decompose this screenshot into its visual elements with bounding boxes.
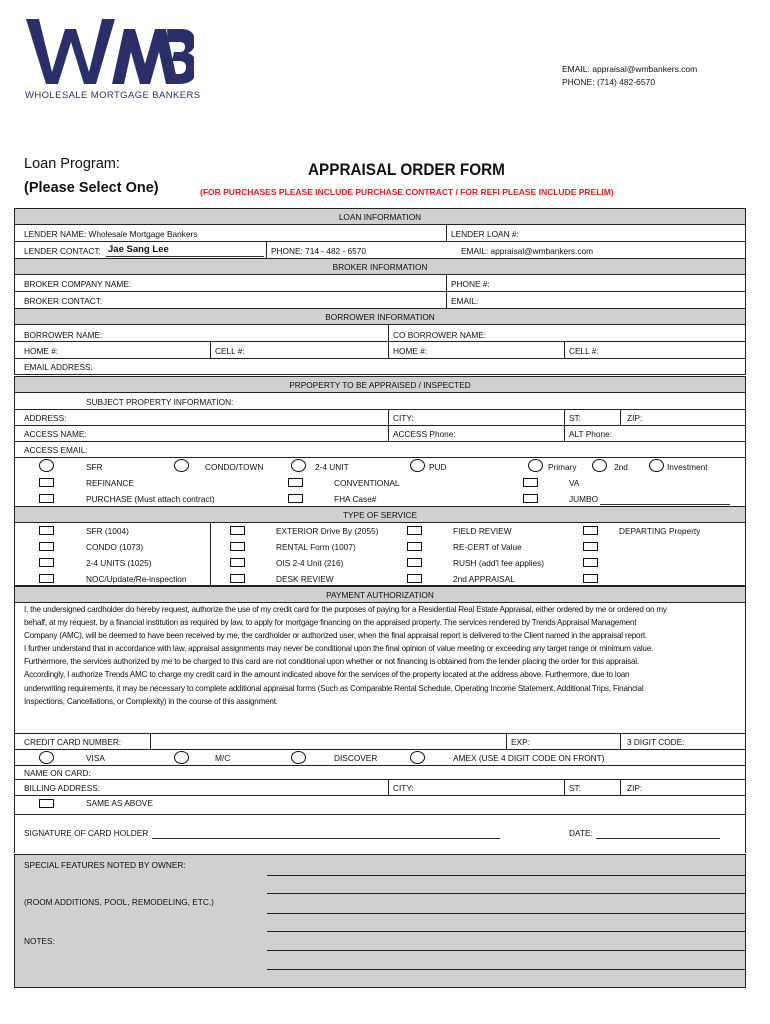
sfr-label: SFR: [86, 462, 103, 472]
billing-state[interactable]: ST:: [569, 783, 581, 793]
lender-contact-value[interactable]: Jae Sang Lee: [108, 244, 169, 255]
condo-radio[interactable]: [174, 459, 189, 472]
investment-radio[interactable]: [649, 459, 664, 472]
lender-email[interactable]: EMAIL: appraisal@wmbankers.com: [461, 246, 594, 256]
auth-line: I further understand that in accordance with law, appraisal assignments may never be conditional upon the final opinion of value meeting or exceeding any target range or minimum value.: [24, 644, 654, 654]
sfr-radio[interactable]: [39, 459, 54, 472]
service-departing-checkbox[interactable]: [583, 526, 598, 535]
property-state[interactable]: ST:: [569, 413, 581, 423]
co-borrower-name[interactable]: CO BORROWER NAME:: [393, 330, 487, 340]
access-name[interactable]: ACCESS NAME:: [24, 429, 87, 439]
service-condo-label: CONDO (1073): [86, 542, 144, 552]
borrower-email[interactable]: EMAIL ADDRESS:: [24, 362, 93, 372]
please-select-label[interactable]: (Please Select One): [24, 180, 159, 196]
jumbo-checkbox[interactable]: [523, 494, 538, 503]
loan-info-header: LOAN INFORMATION: [14, 208, 746, 225]
pud-radio[interactable]: [410, 459, 425, 472]
same-as-above-label: SAME AS ABOVE: [86, 798, 153, 808]
va-label: VA: [569, 478, 580, 488]
purchase-note: (FOR PURCHASES PLEASE INCLUDE PURCHASE CONTRACT / FOR REFI PLEASE INCLUDE PRELIM): [200, 187, 614, 197]
refinance-label: REFINANCE: [86, 478, 134, 488]
broker-phone[interactable]: PHONE #:: [451, 279, 490, 289]
card-exp[interactable]: EXP:: [511, 737, 530, 747]
conventional-label: CONVENTIONAL: [334, 478, 400, 488]
broker-info-header: BROKER INFORMATION: [14, 258, 746, 275]
signature-line[interactable]: [152, 838, 500, 839]
service-desk-review-checkbox[interactable]: [230, 574, 245, 583]
mc-label: M/C: [215, 753, 231, 763]
service-noc-checkbox[interactable]: [39, 574, 54, 583]
second-home-radio[interactable]: [592, 459, 607, 472]
notes-label: NOTES:: [24, 936, 55, 946]
va-checkbox[interactable]: [523, 478, 538, 487]
refinance-checkbox[interactable]: [39, 478, 54, 487]
co-borrower-home-phone[interactable]: HOME #:: [393, 346, 428, 356]
header-email: EMAIL: appraisal@wmbankers.com: [562, 64, 698, 74]
service-exterior-label: EXTERIOR Drive By (2055): [276, 526, 379, 536]
service-ois-checkbox[interactable]: [230, 558, 245, 567]
auth-line: Inspections, Cancellations, or Complexity) in the course of this assignment.: [24, 696, 278, 706]
special-features-label: SPECIAL FEATURES NOTED BY OWNER:: [24, 860, 186, 870]
broker-company-name[interactable]: BROKER COMPANY NAME:: [24, 279, 132, 289]
alt-phone[interactable]: ALT Phone:: [569, 429, 613, 439]
borrower-name[interactable]: BORROWER NAME:: [24, 330, 103, 340]
amex-label: AMEX (USE 4 DIGIT CODE ON FRONT): [453, 753, 605, 763]
condo-label: CONDO/TOWN: [205, 462, 264, 472]
credit-card-number[interactable]: CREDIT CARD NUMBER:: [24, 737, 122, 747]
property-header: PRPOPERTY TO BE APPRAISED / INSPECTED: [14, 376, 746, 393]
auth-line: I, the undersigned cardholder do hereby request, authorize the use of my credit card for the purposes of paying for a Residential Real Estate Appraisal, either ordered by me or ordered on my: [24, 605, 667, 614]
service-departing-label: DEPARTING Property: [619, 526, 701, 536]
service-noc-label: NOC/Update/Re-inspection: [86, 574, 187, 584]
jumbo-label: JUMBO: [569, 494, 599, 504]
wmb-logo-icon: [24, 14, 194, 89]
billing-city[interactable]: CITY:: [393, 783, 414, 793]
discover-radio[interactable]: [291, 751, 306, 764]
broker-contact[interactable]: BROKER CONTACT:: [24, 296, 103, 306]
property-city[interactable]: CITY:: [393, 413, 414, 423]
lender-phone[interactable]: PHONE: 714 - 482 - 6570: [271, 246, 367, 256]
purchase-checkbox[interactable]: [39, 494, 54, 503]
auth-line: Furthermore, the services authorized by me to be charged to this card are not conditional upon whether or not financing is obtained from the lender placing the order for this appraisal.: [24, 657, 639, 667]
features-line[interactable]: [267, 913, 746, 914]
borrower-cell-phone[interactable]: CELL #:: [215, 346, 245, 356]
date-label: DATE:: [569, 828, 593, 838]
jumbo-line[interactable]: [600, 504, 730, 505]
special-features-section: [14, 854, 746, 988]
features-line[interactable]: [267, 893, 746, 894]
borrower-home-phone[interactable]: HOME #:: [24, 346, 59, 356]
lender-name[interactable]: LENDER NAME: Wholesale Mortgage Bankers: [24, 229, 198, 239]
notes-line[interactable]: [267, 931, 746, 932]
notes-line[interactable]: [267, 969, 746, 970]
authorization-text: [24, 603, 746, 708]
fha-checkbox[interactable]: [288, 494, 303, 503]
features-line[interactable]: [267, 875, 746, 876]
purchase-label: PURCHASE (Must attach contract): [86, 494, 215, 504]
service-rental-label: RENTAL Form (1007): [276, 542, 356, 552]
company-logo: [24, 14, 201, 102]
form-title: APPRAISAL ORDER FORM: [308, 160, 505, 179]
access-phone[interactable]: ACCESS Phone:: [393, 429, 456, 439]
auth-line: behalf, at my request, by a financial institution as required by law, to apply for mortgage financing on the appraised property. The services rendered by Trends Appraisal Management: [24, 618, 637, 628]
service-recert-label: RE-CERT of Value: [453, 542, 522, 552]
lender-contact-label: LENDER CONTACT:: [24, 246, 101, 256]
payment-header: PAYMENT AUTHORIZATION: [14, 586, 746, 603]
service-24units-label: 2-4 UNITS (1025): [86, 558, 152, 568]
auth-line: Accordingly, I authorize Trends AMC to charge my credit card in the amount indicated above for the services of the property located at the address above. Furthermore, due to loan: [24, 670, 630, 680]
service-field-review-checkbox[interactable]: [407, 526, 422, 535]
mc-radio[interactable]: [174, 751, 189, 764]
header-contact: [562, 63, 697, 89]
fha-label: FHA Case#: [334, 494, 377, 504]
auth-line: underwriting requirements, it may be necessary to complete additional appraisal forms (Such as Comparable Rental Schedule, Operating Income Statement, Additional Trips, Financial: [24, 683, 644, 693]
co-borrower-cell-phone[interactable]: CELL #:: [569, 346, 599, 356]
header-phone: PHONE: (714) 482-6570: [562, 77, 656, 87]
type-of-service-header: TYPE OF SERVICE: [14, 506, 746, 523]
auth-line: Company (AMC), will be deemed to have been received by me, the cardholder or authorized user, when the final appraisal report is delivered to the Client named in the appraisal report.: [24, 631, 647, 641]
unit24-label: 2-4 UNIT: [315, 462, 349, 472]
service-rental-checkbox[interactable]: [230, 542, 245, 551]
discover-label: DISCOVER: [334, 753, 378, 763]
borrower-info-header: BORROWER INFORMATION: [14, 308, 746, 325]
service-24units-checkbox[interactable]: [39, 558, 54, 567]
name-on-card[interactable]: NAME ON CARD:: [24, 768, 91, 778]
logo-subtitle: WHOLESALE MORTGAGE BANKERS: [25, 90, 201, 101]
broker-email[interactable]: EMAIL:: [451, 296, 479, 306]
service-sfr-checkbox[interactable]: [39, 526, 54, 535]
second-home-label: 2nd: [614, 462, 628, 472]
service-sfr-label: SFR (1004): [86, 526, 129, 536]
loan-program-label: Loan Program:: [24, 156, 120, 172]
unit24-radio[interactable]: [291, 459, 306, 472]
investment-label: Investment: [667, 462, 708, 472]
service-rush-checkbox[interactable]: [407, 558, 422, 567]
subject-property-label: SUBJECT PROPERTY INFORMATION:: [86, 397, 234, 407]
service-blank1-checkbox[interactable]: [583, 542, 598, 551]
same-as-above-checkbox[interactable]: [39, 799, 54, 808]
service-exterior-checkbox[interactable]: [230, 526, 245, 535]
date-line[interactable]: [596, 838, 720, 839]
conventional-checkbox[interactable]: [288, 478, 303, 487]
billing-zip[interactable]: ZIP:: [627, 783, 643, 793]
amex-radio[interactable]: [410, 751, 425, 764]
visa-label: VISA: [86, 753, 105, 763]
lender-loan-number[interactable]: LENDER LOAN #:: [451, 229, 519, 239]
primary-radio[interactable]: [528, 459, 543, 472]
access-email[interactable]: ACCESS EMAIL:: [24, 445, 88, 455]
visa-radio[interactable]: [39, 751, 54, 764]
property-zip[interactable]: ZIP:: [627, 413, 643, 423]
card-cvv[interactable]: 3 DIGIT CODE:: [627, 737, 685, 747]
primary-label: Primary: [548, 462, 577, 472]
pud-label: PUD: [429, 462, 447, 472]
service-recert-checkbox[interactable]: [407, 542, 422, 551]
service-condo-checkbox[interactable]: [39, 542, 54, 551]
service-2nd-appraisal-checkbox[interactable]: [407, 574, 422, 583]
service-2nd-appraisal-label: 2nd APPRAISAL: [453, 574, 515, 584]
property-address[interactable]: ADDRESS:: [24, 413, 67, 423]
service-blank3-checkbox[interactable]: [583, 574, 598, 583]
special-features-examples: (ROOM ADDITIONS, POOL, REMODELING, ETC.): [24, 897, 214, 907]
notes-line[interactable]: [267, 950, 746, 951]
service-rush-label: RUSH (add'l fee applies): [453, 558, 545, 568]
service-field-review-label: FIELD REVIEW: [453, 526, 512, 536]
service-ois-label: OIS 2-4 Unit (216): [276, 558, 344, 568]
billing-address[interactable]: BILLING ADDRESS:: [24, 783, 101, 793]
service-desk-review-label: DESK REVIEW: [276, 574, 334, 584]
service-blank2-checkbox[interactable]: [583, 558, 598, 567]
signature-label: SIGNATURE OF CARD HOLDER: [24, 828, 149, 838]
